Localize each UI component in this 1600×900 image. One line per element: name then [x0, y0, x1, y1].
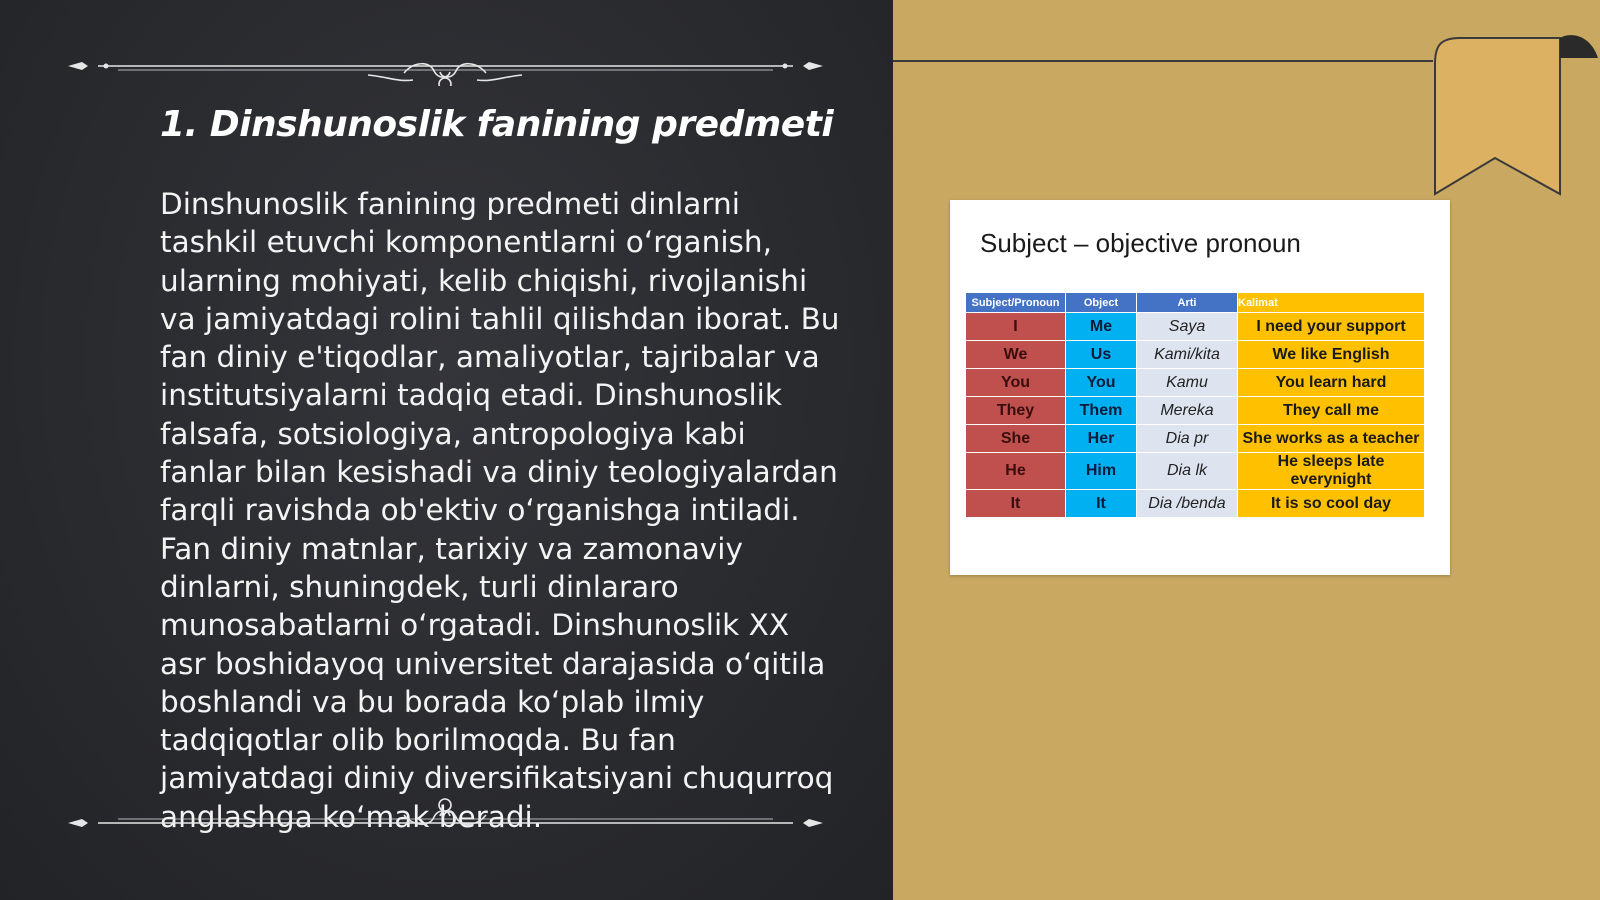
pronoun-table	[965, 292, 1425, 518]
meaning-cell: Dia lk	[1137, 453, 1238, 490]
object-cell: Them	[1066, 397, 1137, 425]
table-row	[966, 341, 1425, 369]
subject-cell: They	[966, 397, 1066, 425]
pronoun-table-image	[950, 200, 1450, 575]
flourish-top-ornament	[68, 46, 823, 86]
column-header: Arti	[1137, 293, 1238, 313]
slide-body-text: Dinshunoslik fanining predmeti dinlarni tashkil etuvchi komponentlarni oʻrganish, ularning mohiyati, kelib chiqishi, rivojlanishi va jamiyatdagi rolini tahlil qilishdan iborat. Bu fan diniy e'tiqodlar, amaliyotlar, tajribalar va institutsiyalarni tadqiq etadi. Dinshunoslik falsafa, sotsiologiya, antropologiya kabi fanlar bilan kesishadi va diniy teologiyalardan farqli ravishda ob'ektiv oʻrganishga intiladi. Fan diniy matnlar, tarixiy va zamonaviy dinlarni, shuningdek, turli dinlararo munosabatlarni oʻrgatadi. Dinshunoslik XX asr boshidayoq universitet darajasida oʻqitila boshlandi va bu borada koʻplab ilmiy tadqiqotlar olib borilmoqda. Bu fan jamiyatdagi diniy diversifikatsiyani chuqurroq anglashga koʻmak beradi.	[160, 187, 840, 834]
table-row	[966, 453, 1425, 490]
table-row	[966, 490, 1425, 518]
sentence-cell: It is so cool day	[1238, 490, 1425, 518]
subject-cell: We	[966, 341, 1066, 369]
image-title: Subject – objective pronoun	[980, 228, 1301, 258]
object-cell: Me	[1066, 313, 1137, 341]
slide-title: 1. Dinshunoslik fanining predmeti	[160, 104, 834, 145]
sentence-cell: We like English	[1238, 341, 1425, 369]
meaning-cell: Dia /benda	[1137, 490, 1238, 518]
divider-line	[893, 60, 1433, 62]
subject-cell: He	[966, 453, 1066, 490]
subject-cell: You	[966, 369, 1066, 397]
meaning-cell: Kami/kita	[1137, 341, 1238, 369]
sentence-cell: She works as a teacher	[1238, 425, 1425, 453]
table-row	[966, 369, 1425, 397]
sentence-cell: He sleeps late everynight	[1238, 453, 1425, 490]
bookmark-ribbon-icon	[1430, 34, 1600, 204]
flourish-bottom-ornament	[68, 797, 823, 837]
object-cell: Him	[1066, 453, 1137, 490]
object-cell: Us	[1066, 341, 1137, 369]
sentence-cell: You learn hard	[1238, 369, 1425, 397]
table-header-row	[966, 293, 1425, 313]
column-header: Object	[1066, 293, 1137, 313]
table-row	[966, 313, 1425, 341]
meaning-cell: Mereka	[1137, 397, 1238, 425]
table-row	[966, 425, 1425, 453]
column-header: Kalimat	[1238, 293, 1425, 313]
sentence-cell: I need your support	[1238, 313, 1425, 341]
meaning-cell: Dia pr	[1137, 425, 1238, 453]
subject-cell: I	[966, 313, 1066, 341]
sentence-cell: They call me	[1238, 397, 1425, 425]
meaning-cell: Saya	[1137, 313, 1238, 341]
object-cell: Her	[1066, 425, 1137, 453]
column-header: Subject/Pronoun	[966, 293, 1066, 313]
object-cell: It	[1066, 490, 1137, 518]
meaning-cell: Kamu	[1137, 369, 1238, 397]
object-cell: You	[1066, 369, 1137, 397]
table-row	[966, 397, 1425, 425]
subject-cell: She	[966, 425, 1066, 453]
subject-cell: It	[966, 490, 1066, 518]
